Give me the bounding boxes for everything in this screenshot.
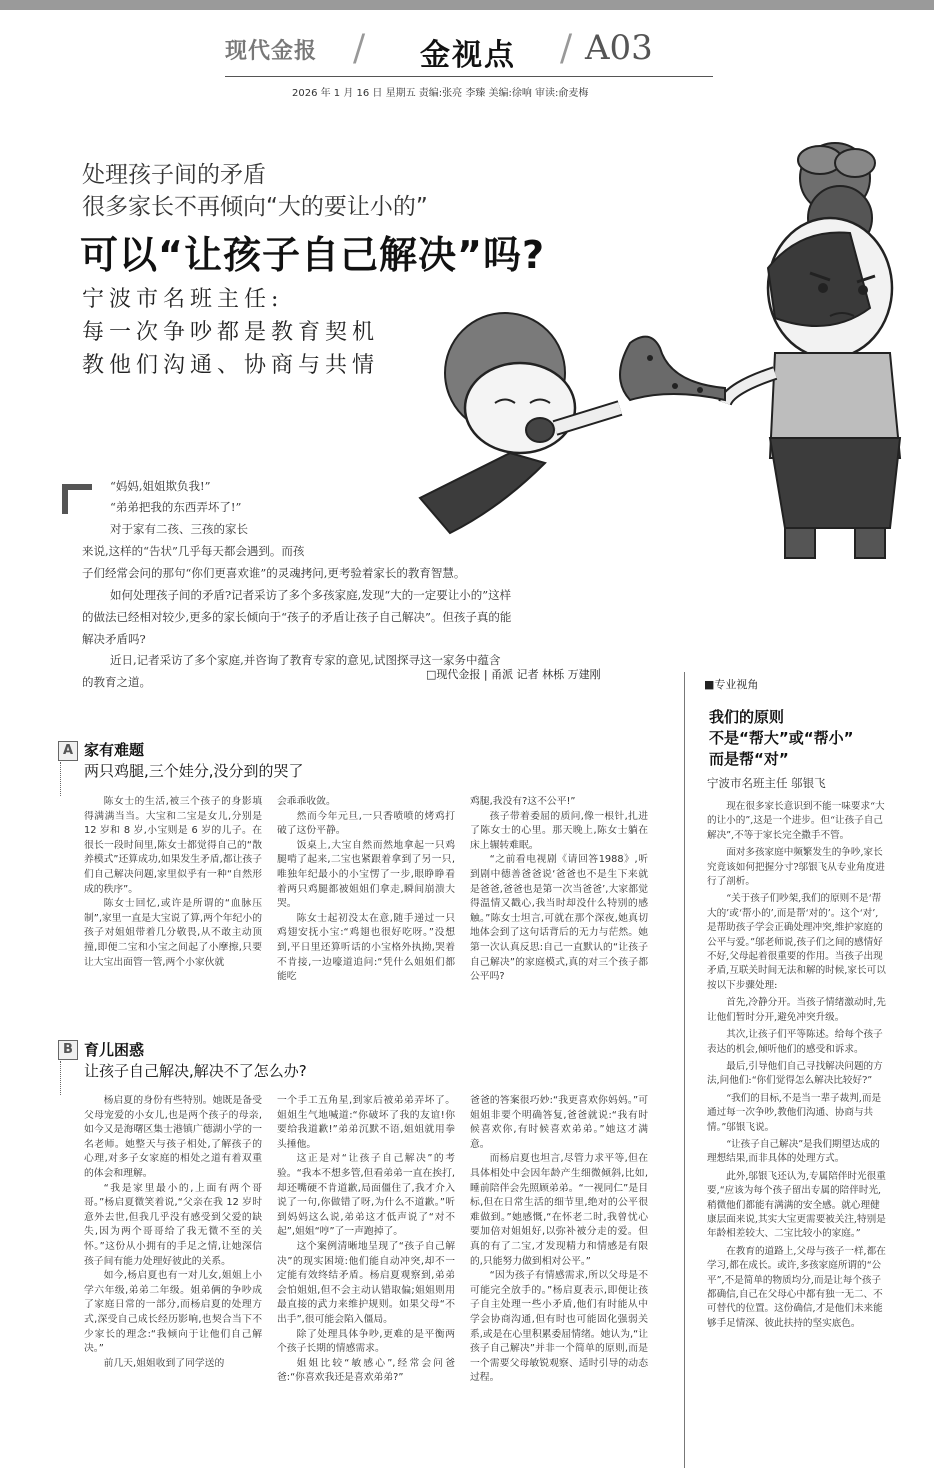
article-paragraph: 姐姐比较“敏感心”,经常会问爸爸:“你喜欢我还是喜欢弟弟?”: [277, 1357, 455, 1384]
section-b-column-2: [277, 1094, 455, 1386]
masthead: [225, 28, 715, 76]
section-a-subtitle: 两只鸡腿,三个娃分,没分到的哭了: [84, 762, 304, 780]
article-paragraph: 这个案例清晰地呈现了“孩子自己解决”的现实困境:他们能自动冲突,却不一定能有效终结矛盾。杨启夏观察到,弟弟会怕姐姐,但不会主动认错取偏;姐姐则用最直接的武力来维护规则。如果父母“不出手”,很可能会陷入僵局。: [277, 1240, 455, 1325]
article-paragraph: 而杨启夏也坦言,尽管力求平等,但在具体相处中会因年龄产生细微倾斜,比如,睡前陪伴会先照顾弟弟。“一视同仁”是目标,但在日常生活的细节里,绝对的公平很难做到。”她感慨,“在怀老二时,我曾忧心要加倍对姐姐好,以弥补被分走的爱。但真的有了二宝,才发现精力和情感是有限的,只能努力做到相对公平。”: [470, 1153, 648, 1267]
article-paragraph: “之前看电视剧《请回答1988》,听到剧中德善爸爸说‘爸爸也不是生下来就是爸爸,爸爸也是第一次当爸爸’,大家都觉得温情又戳心,我当时却没什么特别的感触。”陈女士坦言,可就在那个深夜,她真切地体会到了这句话背后的无力与茫然。她第一次认真反思:自己一直默认的“让孩子自己解决”的家庭模式,真的对三个孩子都公平吗?: [470, 854, 648, 983]
section-a-column-1: [84, 795, 262, 970]
sidebar-paragraph: 面对多孩家庭中频繁发生的争吵,家长究竟该如何把握分寸?邬银飞从专业角度进行了剖析。: [707, 847, 885, 888]
article-paragraph: 杨启夏的身份有些特别。她既是备受父母宠爱的小女儿,也是两个孩子的母亲,如今又是海曙区集士港镇广德湖小学的一名老师。她整天与孩子相处,了解孩子的心理,对多子女家庭的相处之道有着双重的体会和理解。: [84, 1095, 262, 1179]
kicker-line-1: 处理孩子间的矛盾: [82, 162, 266, 188]
sidebar-paragraph: 在教育的道路上,父母与孩子一样,都在学习,都在成长。或许,多孩家庭所谓的“公平”,不是简单的物质均分,而是让每个孩子都确信,自己在父母心中都有独一无二、不可替代的位置。这份确信,才是他们未来能够手足情深、彼此扶持的坚实底色。: [707, 1245, 886, 1329]
girl-figure: [725, 143, 900, 558]
section-a-badge: A: [58, 741, 78, 761]
masthead-slash: /: [353, 28, 366, 69]
page-number: A03: [585, 28, 653, 68]
section-b-column-1: [84, 1094, 262, 1371]
boy-figure: [420, 313, 620, 533]
sidebar-paragraph: “让孩子自己解决”是我们期望达成的理想结果,而非具体的处理方式。: [707, 1138, 880, 1165]
byline: □现代金报 | 甬派 记者 林栎 万建刚: [426, 668, 601, 681]
sidebar-paragraph: “我们的目标,不是当一辈子裁判,而是通过每一次争吵,教他们沟通、协商与共情。”邬银飞说。: [707, 1092, 882, 1133]
section-b-dash: [60, 1061, 62, 1095]
sidebar-author: 宁波市名班主任 邬银飞: [707, 776, 826, 790]
subhead-line-3: 教他们沟通、协商与共情: [82, 353, 380, 378]
section-a-title: 家有难题: [84, 741, 145, 759]
sidebar-paragraph: 此外,邬银飞还认为,专属陪伴时光很重要,“应该为每个孩子留出专属的陪伴时光,稍微他们都能有满满的安全感。就心理健康层面来说,其实大宝更需要被关注,特别是年龄相差较大、二宝比较小的家庭。”: [707, 1170, 886, 1240]
section-b-badge: B: [58, 1040, 78, 1060]
column-divider: [684, 672, 685, 1468]
article-paragraph: 鸡腿,我没有?这不公平!”: [470, 796, 576, 807]
sidebar-header: ■专业视角: [704, 678, 759, 691]
lead-line: “妈妈,姐姐欺负我!”: [110, 479, 211, 493]
article-paragraph: 爸爸的答案很巧妙:“我更喜欢你妈妈。”可姐姐非要个明确答复,爸爸就说:“我有时候喜欢你,有时候喜欢弟弟。”她这才满意。: [470, 1095, 648, 1150]
section-b-column-3: [470, 1094, 648, 1386]
issue-meta: 2026 年 1 月 16 日 星期五 责编:张亮 李臻 美编:徐响 审读:俞麦梅: [292, 88, 589, 99]
section-a-column-3: [470, 795, 648, 985]
sidebar-title-line-3: 而是帮“对”: [709, 750, 789, 768]
lead-line: 的教育之道。: [82, 675, 151, 689]
sidebar-body: [707, 800, 887, 1334]
article-paragraph: 陈女士的生活,被三个孩子的身影填得满满当当。大宝和二宝是女儿,分别是 12 岁和 8 岁,小宝则是 6 岁的儿子。在很长一段时间里,陈女士都觉得自己的“散养模式”还算成功,如果发生矛盾,都让孩子们自己解决问题,家里似乎有一种“自然形成的秩序”。: [84, 796, 262, 895]
article-paragraph: 陈女士回忆,或许是所谓的“血脉压制”,家里一直是大宝说了算,两个年纪小的孩子对姐姐带着几分敬畏,从不敢主动顶撞,即便二宝和小宝之间起了小摩擦,只要让大宝出面管一管,两个小家伙就: [84, 898, 262, 968]
article-paragraph: 这正是对“让孩子自己解决”的考验。“我本不想多管,但看弟弟一直在挨打,却还嘴硬不肯道歉,局面僵住了,我才介入说了一句,你做错了呀,为什么不道歉。”听到妈妈这么说,弟弟这才低声说了“对不起”,姐姐“哼”了一声跑掉了。: [277, 1153, 455, 1238]
subhead-line-2: 每一次争吵都是教育契机: [82, 320, 380, 345]
kids-tug-of-war-illustration: [330, 138, 930, 568]
subhead-line-1: 宁波市名班主任:: [82, 287, 284, 312]
section-b-subtitle: 让孩子自己解决,解决不了怎么办?: [84, 1062, 307, 1080]
article-paragraph: 一个手工五角星,到家后被弟弟弄坏了。姐姐生气地喊道:“你破坏了我的友谊!你要给我道歉!”弟弟沉默不语,姐姐就用拳头捶他。: [277, 1095, 455, 1150]
lead-line: 如何处理孩子间的矛盾?记者采访了多个多孩家庭,发现“大的一定要让小的”这样: [110, 588, 512, 602]
sidebar-paragraph: 其次,让孩子们平等陈述。给每个孩子表达的机会,倾听他们的感受和诉求。: [707, 1029, 883, 1055]
toy-being-pulled: [620, 337, 725, 400]
lead-line: 解决矛盾吗?: [82, 632, 146, 646]
article-paragraph: 饭桌上,大宝自然而然地拿起一只鸡腿啃了起来,二宝也紧跟着拿到了另一只,唯独年纪最小的小宝愣了一步,眼睁睁看着两只鸡腿都被姐姐们拿走,瞬间崩溃大哭。: [277, 839, 455, 910]
section-a-column-2: [277, 795, 455, 985]
article-paragraph: 陈女士起初没太在意,随手递过一只鸡翅安抚小宝:“鸡翅也很好吃呀。”没想到,平日里还算听话的小宝格外执拗,哭着不肯接,一边嚎道追问:“凭什么姐姐们都能吃: [277, 912, 455, 983]
kicker-line-2: 很多家长不再倾向“大的要让小的”: [82, 194, 428, 220]
article-paragraph: 如今,杨启夏也有一对儿女,姐姐上小学六年级,弟弟二年级。姐弟俩的争吵成了家庭日常的一部分,而杨启夏的处理方式,深受自己成长经历影响,也契合当下不少家长的理念:“我倾向于让他们自己解决。”: [84, 1270, 262, 1355]
lead-line: 来说,这样的“告状”几乎每天都会遇到。而孩: [82, 544, 305, 558]
section-b-title: 育儿困惑: [84, 1041, 145, 1059]
lead-line: “弟弟把我的东西弄坏了!”: [110, 500, 242, 514]
article-paragraph: 前几天,姐姐收到了同学送的: [103, 1357, 225, 1369]
sidebar-paragraph: 首先,冷静分开。当孩子情绪激动时,先让他们暂时分开,避免冲突升级。: [707, 997, 886, 1023]
top-rule-bar: [0, 0, 934, 10]
lead-line: 子们经常会问的那句“你们更喜欢谁”的灵魂拷问,更考验着家长的教育智慧。: [82, 566, 466, 580]
lead-line: 对于家有二孩、三孩的家长: [110, 522, 248, 536]
article-paragraph: 然而今年元旦,一只香喷喷的烤鸡打破了这份平静。: [277, 810, 455, 837]
paper-name: 现代金报: [225, 38, 318, 64]
masthead-slash: /: [560, 28, 573, 69]
sidebar-paragraph: 最后,引导他们自己寻找解决问题的方法,问他们:“你们觉得怎么解决比较好?”: [707, 1060, 883, 1087]
article-paragraph: 除了处理具体争吵,更难的是平衡两个孩子长期的情感需求。: [277, 1328, 455, 1355]
article-paragraph: “我是家里最小的,上面有两个哥哥。”杨启夏微笑着说,“父亲在我 12 岁时意外去世,但我几乎没有感受到父爱的缺失,因为两个哥哥给了我无微不至的关怀。”这份从小拥有的手足之情,让她深信孩子间有能力处理好彼此的关系。: [84, 1182, 262, 1267]
article-paragraph: 会乖乖收敛。: [277, 796, 336, 807]
article-paragraph: “因为孩子有情感需求,所以父母是不可能完全放手的。”杨启夏表示,即便让孩子自主处理一些小矛盾,他们有时能从中学会协商沟通,但有时也可能固化强弱关系,或是在心里积累委屈情绪。她认为,“让孩子自己解决”并非一个简单的原则,而是一个需要父母敏锐观察、适时引导的动态过程。: [470, 1270, 648, 1384]
sidebar-paragraph: 现在很多家长意识到不能一味要求“大的让小的”,这是一个进步。但“让孩子自己解决”,不等于家长完全撒手不管。: [707, 801, 885, 841]
section-name: 金视点: [420, 38, 516, 73]
sidebar-title-line-1: 我们的原则: [709, 708, 785, 726]
lead-bracket: [62, 484, 92, 514]
main-headline: 可以“让孩子自己解决”吗?: [80, 233, 545, 277]
sidebar-title-line-2: 不是“帮大”或“帮小”: [709, 729, 854, 747]
section-a-dash: [60, 762, 62, 796]
masthead-rule: [225, 76, 713, 77]
article-paragraph: 孩子带着委屈的质问,像一根针,扎进了陈女士的心里。那天晚上,陈女士躺在床上辗转难眠。: [470, 810, 648, 851]
lead-line: 近日,记者采访了多个家庭,并咨询了教育专家的意见,试图探寻这一家务中蕴含: [110, 653, 501, 667]
lead-line: 的做法已经相对较少,更多的家长倾向于“孩子的矛盾让孩子自己解决”。但孩子真的能: [82, 610, 512, 624]
sidebar-paragraph: “关于孩子们吵架,我们的原则不是‘帮大的’或‘帮小的’,而是帮‘对的’。这个‘对’,是帮助孩子学会正确处理冲突,维护家庭的公平与爱。”邬老师说,孩子们之间的感情好不好,父母起着很重要的作用。当孩子出现矛盾,互联关时间无法和解的时候,家长可以按以下步骤处理:: [707, 893, 886, 991]
